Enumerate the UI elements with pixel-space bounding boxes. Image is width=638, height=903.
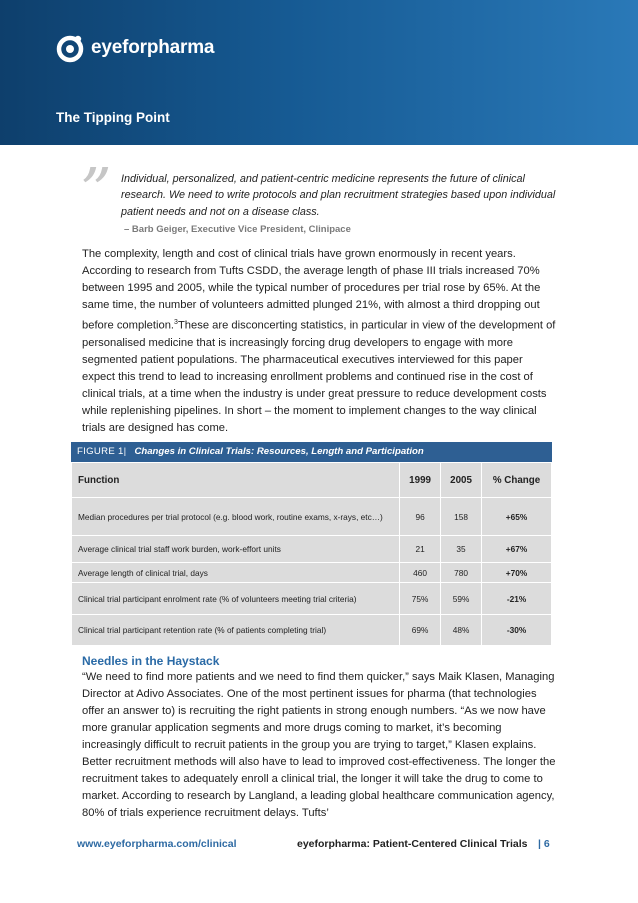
column-header: % Change <box>482 463 552 498</box>
table-cell: +67% <box>482 536 552 563</box>
table-cell: 75% <box>400 583 441 615</box>
column-header: 2005 <box>441 463 482 498</box>
intro-text-before: The complexity, length and cost of clinical trials have grown enormously in recent years. According to research from Tufts CSDD, the average length of phase III trials increased 70% between 1995 and 2005, while the typical number of procedures per trial rose by 65%. At the same time, the number of volunteers admitted plunged 21%, with almost a third dropping out before completion. <box>82 248 541 332</box>
table-cell: Clinical trial participant enrolment rate (% of volunteers meeting trial criteria) <box>72 583 400 615</box>
column-header: Function <box>72 463 400 498</box>
table-cell: +65% <box>482 498 552 536</box>
table-cell: 96 <box>400 498 441 536</box>
figure-caption: Changes in Clinical Trials: Resources, Length and Participation <box>134 446 424 457</box>
pull-quote: Individual, personalized, and patient-centric medicine represents the future of clinical research. We need to write protocols and plan recruitment strategies based upon individual patient needs and not on a disease class. <box>121 173 556 218</box>
table-cell: 21 <box>400 536 441 563</box>
table-cell: Clinical trial participant retention rate (% of patients completing trial) <box>72 615 400 646</box>
table-cell: -30% <box>482 615 552 646</box>
section-heading: Needles in the Haystack <box>82 654 220 668</box>
table-cell: Average length of clinical trial, days <box>72 563 400 583</box>
table-cell: -21% <box>482 583 552 615</box>
page-header <box>0 0 638 145</box>
table-header-row <box>72 463 552 498</box>
page-number: | 6 <box>538 838 550 850</box>
figure-table <box>71 462 552 646</box>
eye-logo-icon <box>55 33 85 63</box>
brand-logo[interactable] <box>55 33 214 63</box>
footer-url-link[interactable]: www.eyeforpharma.com/clinical <box>77 838 237 850</box>
table-row <box>72 498 552 536</box>
quotation-mark: ” <box>80 154 112 227</box>
footnote-ref[interactable]: 3 <box>174 319 178 327</box>
quote-attribution: – Barb Geiger, Executive Vice President, Clinipace <box>124 224 351 235</box>
page-title: The Tipping Point <box>56 110 170 125</box>
table-cell: 35 <box>441 536 482 563</box>
table-cell: 59% <box>441 583 482 615</box>
column-header: 1999 <box>400 463 441 498</box>
table-row <box>72 615 552 646</box>
section-paragraph: “We need to find more patients and we need to find them quicker,” says Maik Klasen, Managing Director at Adivo Associates. One of the most pertinent issues for pharma (that technologies offer an answer to) is recruiting the right patients in strong enough numbers. “As we now have more granular application segments and more drugs coming to market, it’s becoming increasingly difficult to recruit patients in the group you are trying to target,” Klasen explains. Better recruitment methods will also have to lead to improved cost-effectiveness. The longer the recruitment takes to adequately enroll a clinical trial, the longer it will take the drug to come to market. According to research by Langland, a leading global healthcare communication agency, 80% of trials experience recruitment delays. Tufts’ <box>82 671 556 820</box>
table-cell: 69% <box>400 615 441 646</box>
logo-text: eyeforpharma <box>91 37 215 58</box>
footer-document-title: eyeforpharma: Patient-Centered Clinical Trials <box>297 838 528 850</box>
table-cell: 158 <box>441 498 482 536</box>
table-cell: +70% <box>482 563 552 583</box>
table-cell: 780 <box>441 563 482 583</box>
figure-label: FIGURE 1| <box>77 446 127 457</box>
table-cell: Median procedures per trial protocol (e.g. blood work, routine exams, x-rays, etc…) <box>72 498 400 536</box>
table-cell: 460 <box>400 563 441 583</box>
table-row <box>72 583 552 615</box>
intro-text-after: These are disconcerting statistics, in particular in view of the development of personalised medicine that is increasingly forcing drug developers to engage with more segmented patient populations. The pharmaceutical executives interviewed for this paper expect this trend to lead to increasing enrollment problems and continued rise in the cost of clinical trials, at a time when the industry is under great pressure to reduce development costs while replenishing pipelines. In short – the moment to implement changes to the way clinical trials are designed has come. <box>82 319 556 435</box>
table-cell: 48% <box>441 615 482 646</box>
table-row <box>72 563 552 583</box>
intro-paragraph <box>82 246 558 437</box>
figure-header <box>71 442 552 462</box>
table-row <box>72 536 552 563</box>
table-cell: Average clinical trial staff work burden, work-effort units <box>72 536 400 563</box>
